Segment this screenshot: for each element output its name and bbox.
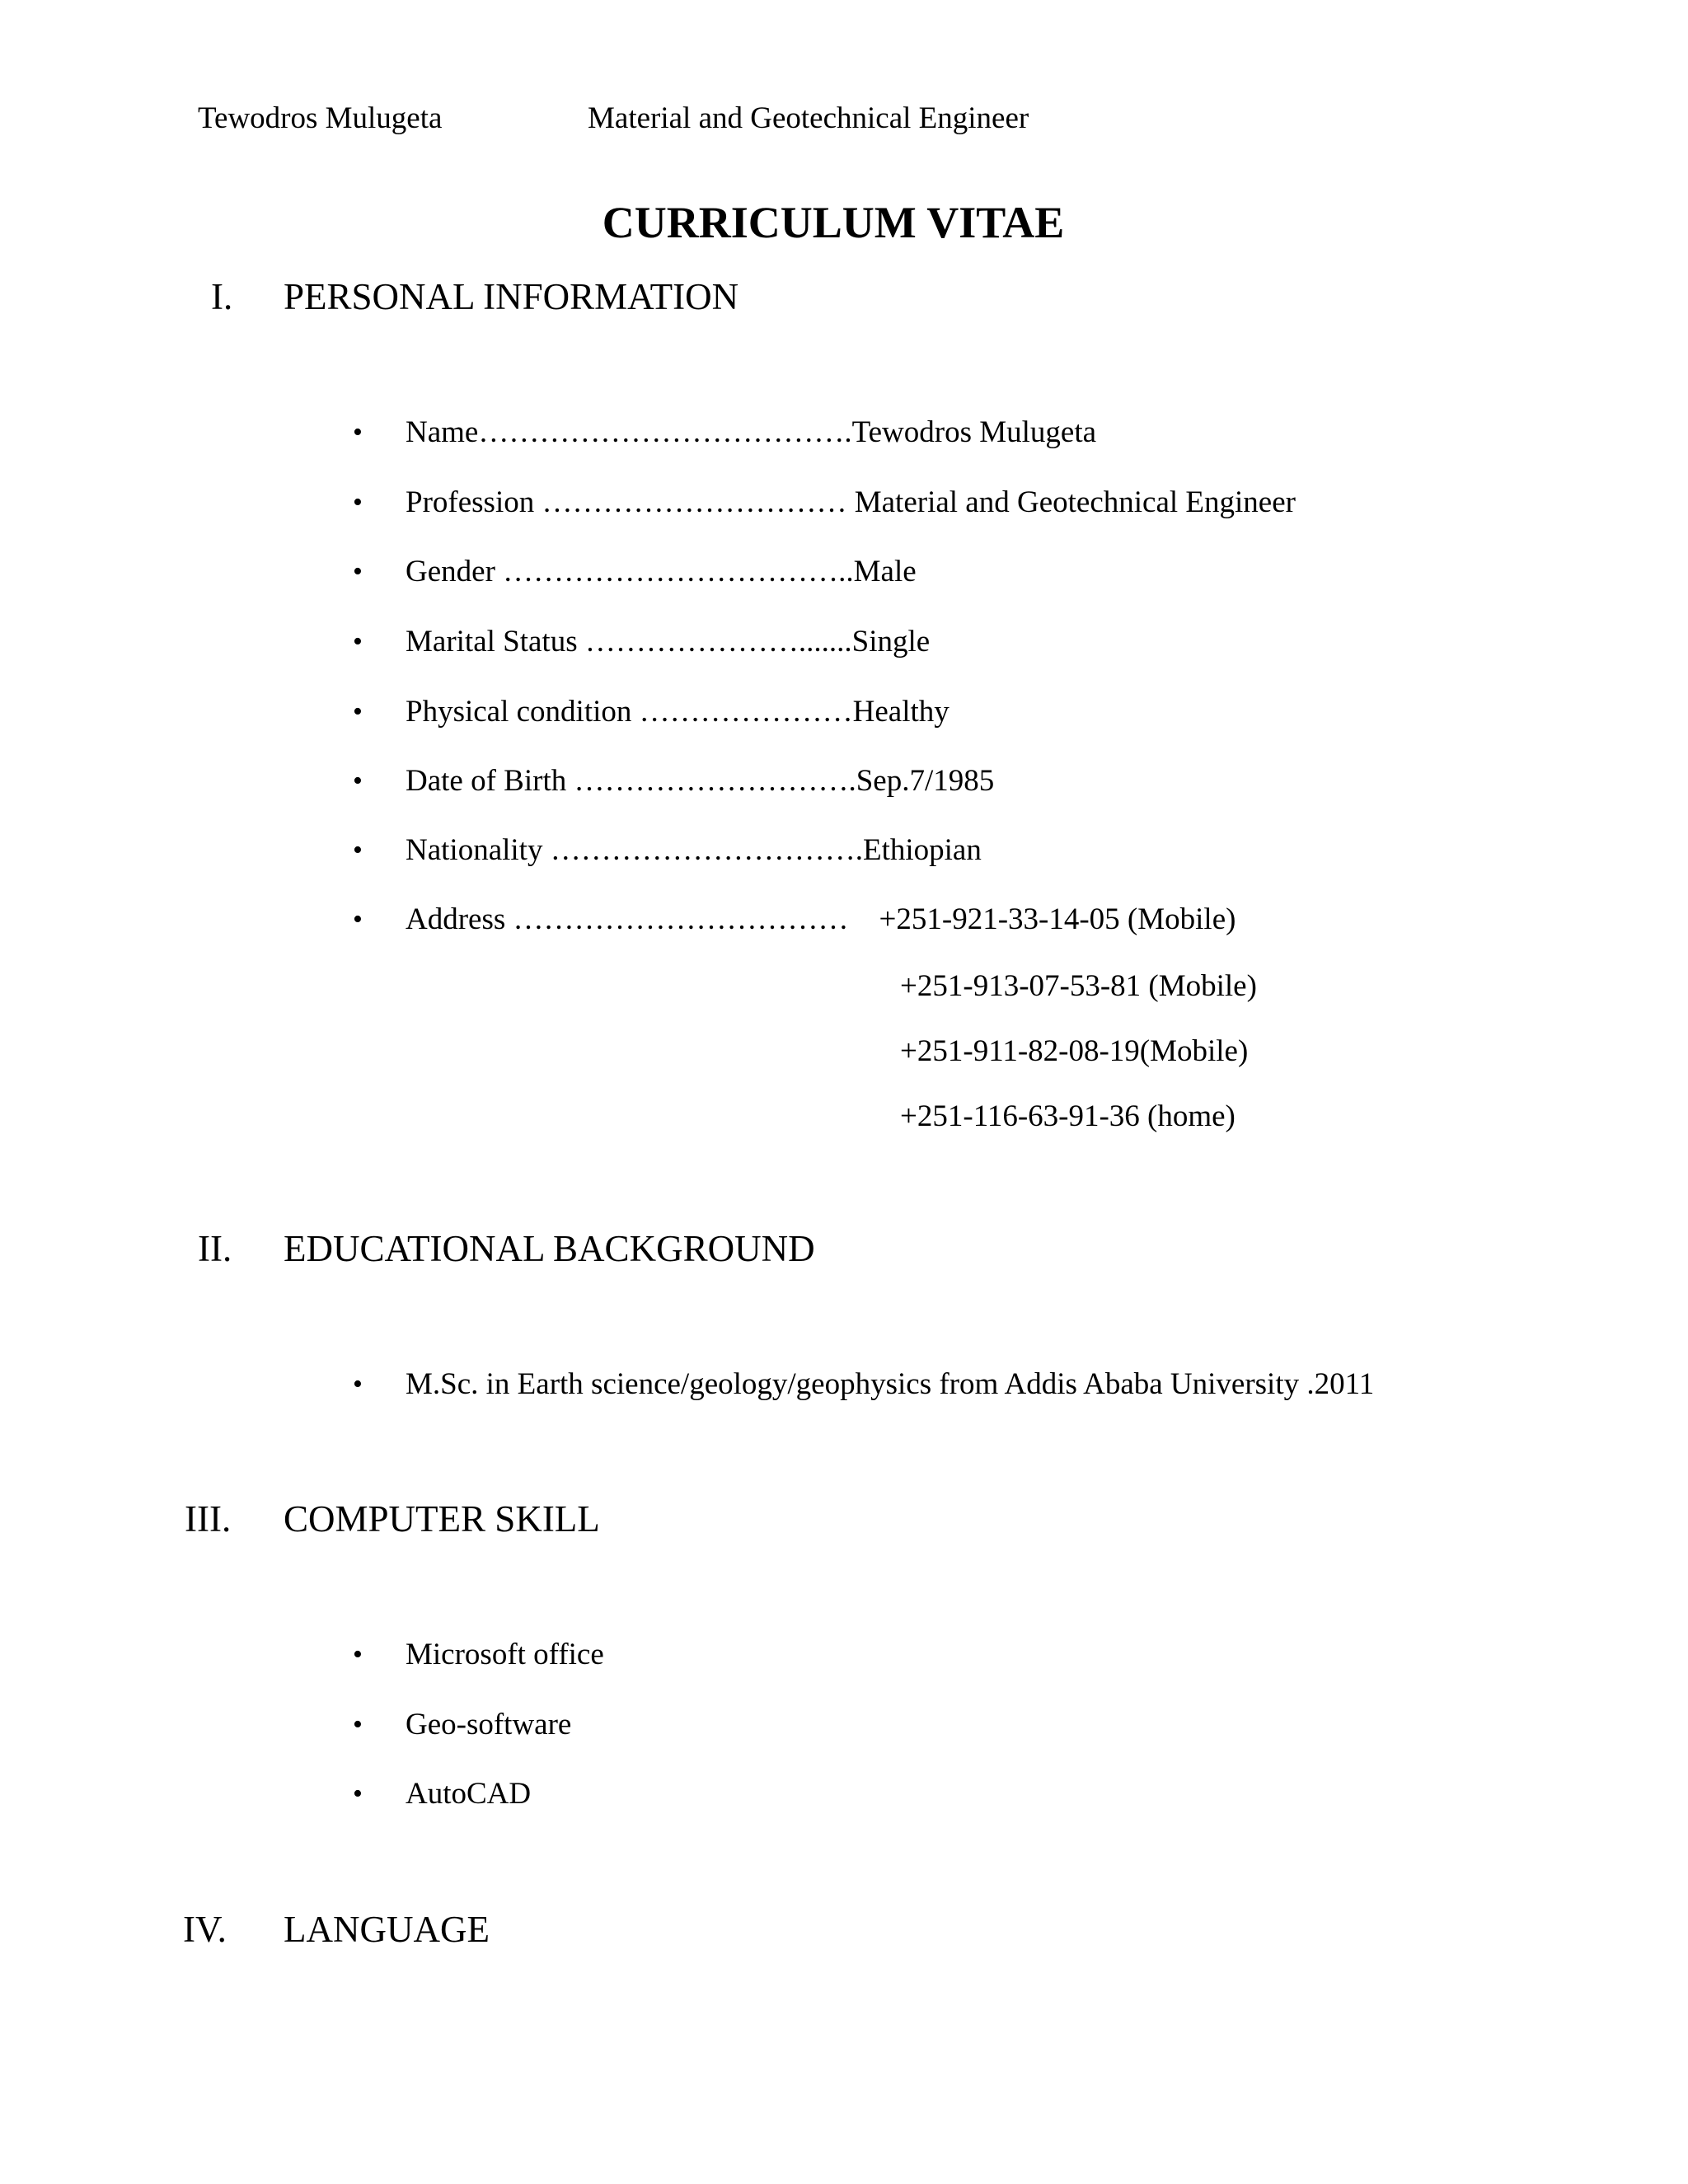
list-item [0,1637,1688,1673]
section-title-language: LANGUAGE [284,1909,490,1950]
personal-address: Address …………………………… +251-921-33-14-05 (Mobile) [406,902,1236,936]
bullet-icon: • [353,626,363,657]
personal-date-of-birth: Date of Birth ……………………….Sep.7/1985 [406,764,995,798]
phone-number: +251-116-63-91-36 (home) [900,1099,1236,1133]
document-title: CURRICULUM VITAE [602,198,1065,247]
bullet-icon: • [353,766,363,796]
list-item [0,1707,1688,1743]
education-entry: M.Sc. in Earth science/geology/geophysics from Addis Ababa University .2011 [406,1367,1375,1401]
bullet-icon: • [353,417,363,448]
personal-gender: Gender ……………………………..Male [406,555,917,588]
list-item [0,763,1688,799]
skill-microsoft-office: Microsoft office [406,1638,604,1671]
list-item [0,832,1688,869]
section-number-4: IV. [183,1909,227,1950]
section-title-computer-skill: COMPUTER SKILL [284,1498,600,1540]
list-item [0,1366,1688,1403]
list-item [0,624,1688,660]
skill-geo-software: Geo-software [406,1708,572,1741]
bullet-icon: • [353,1369,363,1399]
header-name: Tewodros Mulugeta [198,101,443,135]
section-title-personal-information: PERSONAL INFORMATION [284,276,739,317]
list-item [0,902,1688,938]
personal-marital-status: Marital Status ………………….......Single [406,625,931,658]
personal-name: Name……………………………….Tewodros Mulugeta [406,415,1097,449]
list-item [0,485,1688,521]
phone-number: +251-913-07-53-81 (Mobile) [900,969,1257,1003]
list-item [0,415,1688,451]
bullet-icon: • [353,556,363,587]
section-number-3: III. [185,1498,232,1540]
phone-number: +251-911-82-08-19(Mobile) [900,1034,1249,1068]
section-number-1: I. [211,276,233,317]
personal-profession: Profession ………………………… Material and Geotechnical Engineer [406,485,1296,519]
bullet-icon: • [353,835,363,865]
bullet-icon: • [353,904,363,935]
section-title-educational-background: EDUCATIONAL BACKGROUND [284,1228,815,1269]
list-item [0,694,1688,730]
list-item [0,554,1688,590]
bullet-icon: • [353,696,363,727]
bullet-icon: • [353,1709,363,1740]
section-number-2: II. [198,1228,232,1269]
bullet-icon: • [353,1779,363,1809]
header-profession: Material and Geotechnical Engineer [588,101,1029,135]
bullet-icon: • [353,487,363,518]
personal-physical-condition: Physical condition …………………Healthy [406,695,950,729]
bullet-icon: • [353,1639,363,1670]
list-item [0,1776,1688,1812]
personal-nationality: Nationality ………………………….Ethiopian [406,833,982,867]
skill-autocad: AutoCAD [406,1777,532,1811]
